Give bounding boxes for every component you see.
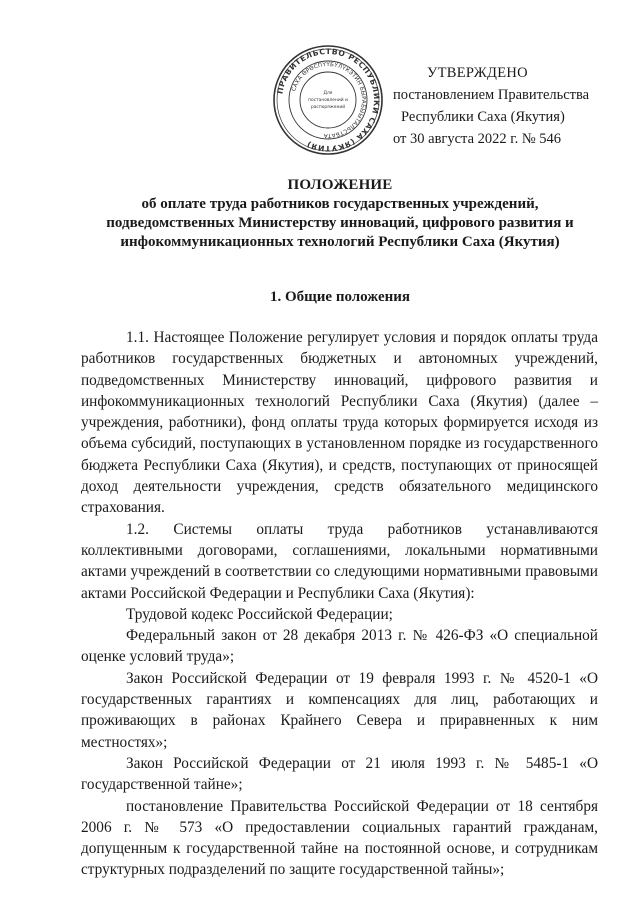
list-item-resolution-573: постановление Правительства Российской Федерации от 18 сентября 2006 г. № 573 «О предоставлении социальных гарантий гражданам, допущенным к государственной тайне на постоянной основе, и сотрудникам структурных подразделений по защите государственной тайны»; <box>81 797 598 879</box>
title-line-2: подведомственных Министерству инноваций, цифрового развития и <box>106 215 574 231</box>
document-body <box>81 327 598 881</box>
svg-text:постановлений и: постановлений и <box>308 98 348 103</box>
document-title <box>80 176 600 252</box>
svg-text:распоряжений: распоряжений <box>310 105 346 110</box>
list-item-federal-law-426: Федеральный закон от 28 декабря 2013 г. № 426-ФЗ «О специальной оценке условий труда»; <box>81 627 598 666</box>
list-item-law-5485: Закон Российской Федерации от 21 июля 1993 г. № 5485-1 «О государственной тайне»; <box>81 754 598 794</box>
approval-line-3: от 30 августа 2022 г. № 546 <box>393 131 562 147</box>
svg-text:Для: Для <box>323 91 333 96</box>
approval-heading: УТВЕРЖДЕНО <box>427 65 528 81</box>
approval-block <box>393 62 613 150</box>
paragraph-1-2: 1.2. Системы оплаты труда работников устанавливаются коллективными договорами, соглашениями, локальными нормативными актами учреждений в соответствии со следующими нормативными правовыми актами Российской Федерации и Республики Саха (Якутия): <box>81 520 598 602</box>
title-line-1: об оплате труда работников государственных учреждений, <box>141 196 539 212</box>
paragraph-1-1: 1.1. Настоящее Положение регулирует условия и порядок оплаты труда работников государственных бюджетных и автономных учреждений, подведомственных Министерству инноваций, цифрового развития и инфокоммуникационных технологий Республики Саха (Якутия) (далее – учреждения, работники), фонд оплаты труда которых формируется исходя из объема субсидий, поступающих в установленном порядке из государственного бюджета Республики Саха (Якутия), и средств, поступающих от приносящей доход деятельности учреждения, средств обязательного медицинского страхования. <box>81 329 598 517</box>
title-line-3: инфокоммуникационных технологий Республики Саха (Якутия) <box>120 234 560 250</box>
svg-text:ПРАВИТЕЛЬСТВО РЕСПУБЛИКИ САХА: ПРАВИТЕЛЬСТВО РЕСПУБЛИКИ САХА (ЯКУТИЯ) <box>275 46 382 154</box>
title-heading: ПОЛОЖЕНИЕ <box>287 177 393 193</box>
svg-text:САХА ӨРӨСПҮҮБҮЛҮКЭТИН БЫРАБЫЫТ: САХА ӨРӨСПҮҮБҮЛҮКЭТИН БЫРАБЫЫТАЛЬСТБАТА <box>291 61 367 139</box>
official-seal-icon <box>272 44 384 156</box>
list-item-law-4520: Закон Российской Федерации от 19 февраля 1993 г. № 4520-1 «О государственных гарантиях и компенсациях для лиц, работающих и проживающих в районах Крайнего Севера и приравненных к ним местностях»; <box>81 669 598 751</box>
section-heading: 1. Общие положения <box>269 289 411 305</box>
approval-line-2: Республики Саха (Якутия) <box>401 109 565 125</box>
approval-line-1: постановлением Правительства <box>393 87 590 103</box>
list-item-labor-code: Трудовой кодекс Российской Федерации; <box>126 605 393 623</box>
